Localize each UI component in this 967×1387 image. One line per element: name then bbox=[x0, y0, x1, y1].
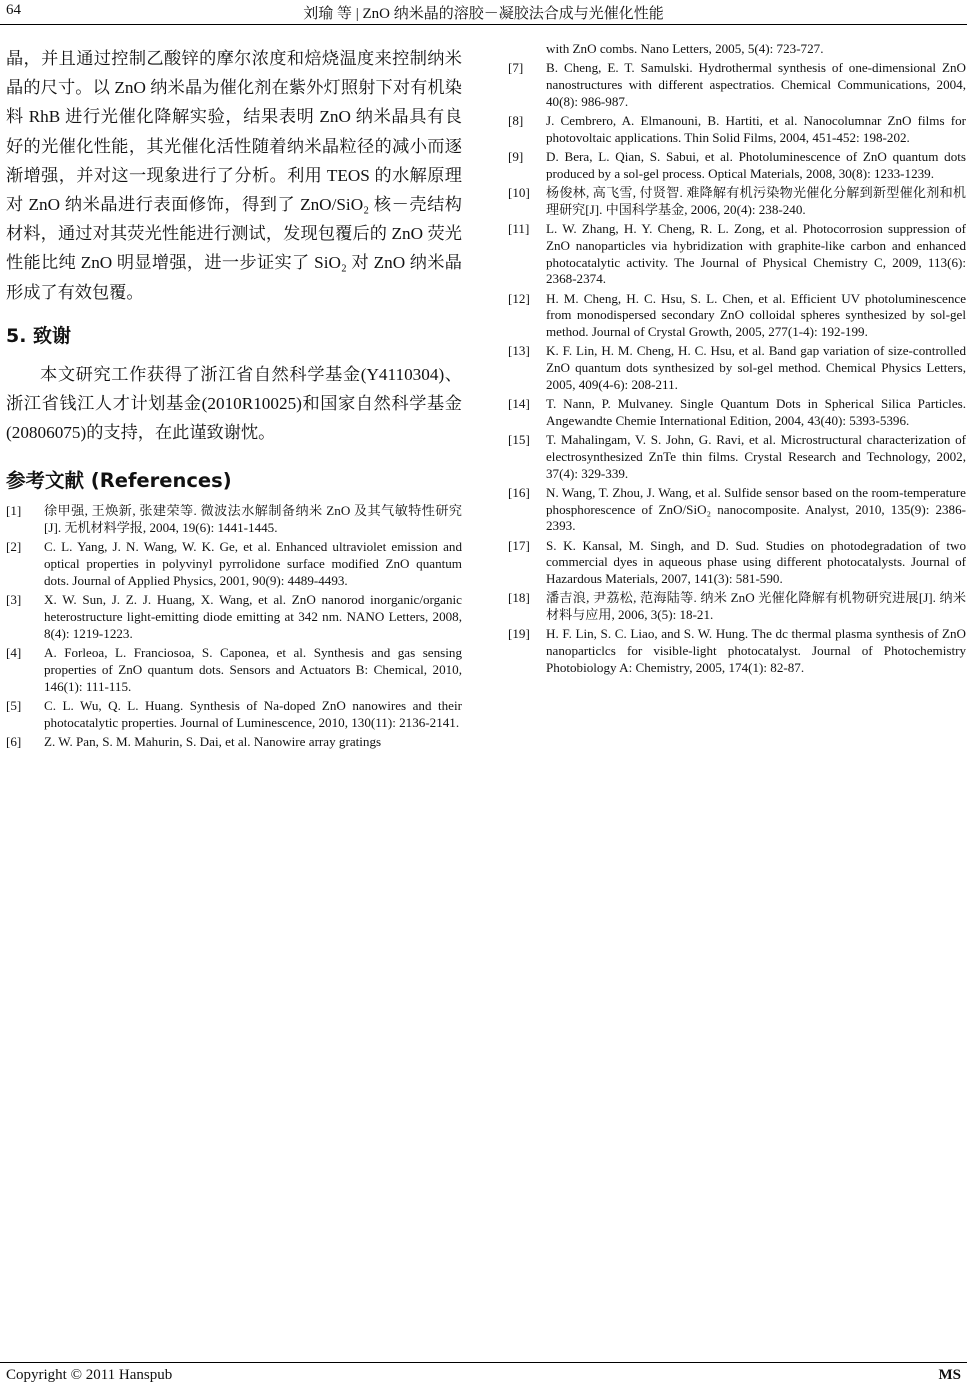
reference-number: [2] bbox=[6, 539, 22, 555]
reference-item bbox=[508, 590, 966, 624]
page-number: 64 bbox=[6, 2, 21, 18]
reference-text: B. Cheng, E. T. Samulski. Hydrothermal synthesis of one-dimensional ZnO nanostructures with different aspectratios. Chemical Communications, 2004, 40(8): 986-987. bbox=[546, 60, 966, 109]
reference-item-continued bbox=[508, 41, 966, 58]
reference-list-right bbox=[508, 41, 966, 677]
reference-text: C. L. Yang, J. N. Wang, W. K. Ge, et al. Enhanced ultraviolet emission and optical properties in polyvinyl pyrrolidone surface modified ZnO quantum dots. Journal of Applied Physics, 2001, 90(9): 4489-4493. bbox=[44, 539, 462, 589]
reference-number: [9] bbox=[508, 148, 524, 164]
reference-number: [14] bbox=[508, 396, 530, 412]
reference-text: N. Wang, T. Zhou, J. Wang, et al. Sulfide sensor based on the room-temperature phosphorescence of ZnO/SiO₂ nanocomposite. Analyst, 2010, 135(9): 2386-2393. bbox=[546, 484, 966, 534]
reference-item bbox=[6, 539, 462, 589]
reference-number: [1] bbox=[6, 503, 22, 519]
right-column bbox=[508, 41, 966, 679]
page-header bbox=[0, 0, 967, 25]
reference-text: H. M. Cheng, H. C. Hsu, S. L. Chen, et al. Efficient UV photoluminescence from monodispersed secondary ZnO colloidal spheres synthesized by sol-gel method. Journal of Crystal Growth, 2005, 277(1-4): 192-199. bbox=[546, 290, 966, 340]
running-title: 刘瑜 等 | ZnO 纳米晶的溶胶－凝胶法合成与光催化性能 bbox=[303, 6, 664, 22]
reference-text: A. Forleoa, L. Franciosoa, S. Caponea, et al. Synthesis and gas sensing properties of ZnO quantum dots. Sensors and Actuators B: Chemical, 2010, 146(1): 111-115. bbox=[44, 644, 462, 694]
reference-item bbox=[6, 645, 462, 695]
reference-item bbox=[508, 185, 966, 219]
reference-text: D. Bera, L. Qian, S. Sabui, et al. Photoluminescence of ZnO quantum dots produced by a sol-gel process. Optical Materials, 2008, 30(8): 1233-1239. bbox=[546, 148, 966, 181]
reference-text: T. Mahalingam, V. S. John, G. Ravi, et al. Microstructural characterization of electrosynthesized ZnTe thin films. Crystal Research and Technology, 2002, 37(4): 329-339. bbox=[546, 432, 966, 481]
reference-item bbox=[508, 291, 966, 341]
reference-list-left bbox=[6, 503, 462, 750]
journal-abbreviation: MS bbox=[938, 1367, 961, 1383]
reference-item bbox=[508, 60, 966, 110]
reference-number: [19] bbox=[508, 626, 530, 642]
reference-number: [7] bbox=[508, 60, 524, 76]
reference-text: T. Nann, P. Mulvaney. Single Quantum Dots in Spherical Silica Particles. Angewandte Chemie International Edition, 2004, 43(40): 5393-5396. bbox=[546, 396, 966, 428]
reference-number: [12] bbox=[508, 290, 530, 306]
references-heading: 参考文献 (References) bbox=[6, 469, 232, 493]
reference-text: J. Cembrero, A. Elmanouni, B. Hartiti, et al. Nanocolumnar ZnO films for photovoltaic applications. Thin Solid Films, 2004, 451-452: 198-202. bbox=[546, 112, 966, 145]
reference-text: 潘吉浪, 尹荔松, 范海陆等. 纳米 ZnO 光催化降解有机物研究进展[J]. 纳米材料与应用, 2006, 3(5): 18-21. bbox=[546, 590, 966, 623]
reference-item bbox=[6, 698, 462, 732]
reference-number: [13] bbox=[508, 343, 530, 359]
reference-item bbox=[508, 396, 966, 430]
reference-number: [4] bbox=[6, 644, 22, 660]
copyright-notice: Copyright © 2011 Hanspub bbox=[6, 1367, 173, 1383]
reference-text: Z. W. Pan, S. M. Mahurin, S. Dai, et al. Nanowire array gratings bbox=[44, 733, 382, 749]
reference-number: [5] bbox=[6, 697, 22, 713]
reference-number: [8] bbox=[508, 112, 524, 128]
acknowledgment-paragraph: 本文研究工作获得了浙江省自然科学基金(Y4110304)、浙江省钱江人才计划基金(2010R10025)和国家自然科学基金(20806075)的支持，在此谨致谢忱。 bbox=[6, 364, 462, 443]
reference-number: [17] bbox=[508, 537, 530, 553]
reference-text: with ZnO combs. Nano Letters, 2005, 5(4): 723-727. bbox=[546, 41, 824, 56]
reference-number: [10] bbox=[508, 184, 530, 200]
page-footer bbox=[0, 1362, 967, 1387]
reference-text: 杨俊林, 高飞雪, 付贤智. 难降解有机污染物光催化分解到新型催化剂和机理研究[J]. 中国科学基金, 2006, 20(4): 238-240. bbox=[546, 184, 966, 217]
conclusion-paragraph: 晶，并且通过控制乙酸锌的摩尔浓度和焙烧温度来控制纳米晶的尺寸。以 ZnO 纳米晶为催化剂在紫外灯照射下对有机染料 RhB 进行光催化降解实验，结果表明 ZnO 纳米晶具有良好的光催化性能，其光催化活性随着纳米晶粒径的减小而逐渐增强，并对这一现象进行了分析。利用 TEOS 的水解原理对 ZnO 纳米晶进行表面修饰，得到了 ZnO/SiO₂ 核－壳结构材料，通过对其荧光性能进行测试，发现包覆后的 ZnO 荧光性能比纯 ZnO 明显增强，进一步证实了 SiO₂ 对 ZnO 纳米晶形成了有效包覆。 bbox=[6, 49, 462, 302]
reference-text: S. K. Kansal, M. Singh, and D. Sud. Studies on photodegradation of two commercial dyes in aqueous phase using different photocatalysts. Journal of Hazardous Materials, 2007, 141(3): 581-590. bbox=[546, 537, 966, 587]
section-heading-acknowledgment: 5. 致谢 bbox=[6, 324, 72, 347]
reference-item bbox=[6, 503, 462, 537]
reference-text: X. W. Sun, J. Z. J. Huang, X. Wang, et al. ZnO nanorod inorganic/organic heterostructure light-emitting diode emitting at 342 nm. NANO Letters, 2008, 8(4): 1219-1223. bbox=[44, 592, 462, 641]
reference-number: [15] bbox=[508, 432, 530, 448]
reference-number: [6] bbox=[6, 733, 22, 749]
reference-item bbox=[508, 432, 966, 482]
reference-item bbox=[508, 343, 966, 393]
reference-number bbox=[508, 41, 546, 58]
reference-number: [18] bbox=[508, 590, 530, 606]
reference-item bbox=[508, 538, 966, 588]
reference-number: [16] bbox=[508, 484, 530, 500]
reference-text: L. W. Zhang, H. Y. Cheng, R. L. Zong, et al. Photocorrosion suppression of ZnO nanoparticles via hybridization with graphite-like carbon and enhanced photocatalytic activity. The Journal of Physical Chemistry C, 2009, 113(6): 2368-2374. bbox=[546, 220, 966, 287]
reference-number: [11] bbox=[508, 220, 530, 236]
left-column bbox=[6, 44, 462, 753]
reference-text: C. L. Wu, Q. L. Huang. Synthesis of Na-doped ZnO nanowires and their photocatalytic properties. Journal of Luminescence, 2010, 130(11): 2136-2141. bbox=[44, 697, 462, 730]
reference-text: K. F. Lin, H. M. Cheng, H. C. Hsu, et al. Band gap variation of size-controlled ZnO quantum dots synthesized by sol-gel method. Chemical Physics Letters, 2005, 409(4-6): 208-211. bbox=[546, 343, 966, 392]
reference-item bbox=[6, 734, 462, 751]
reference-number: [3] bbox=[6, 592, 22, 608]
reference-item bbox=[6, 592, 462, 642]
reference-item bbox=[508, 626, 966, 676]
reference-item bbox=[508, 149, 966, 183]
reference-item bbox=[508, 485, 966, 535]
reference-item bbox=[508, 221, 966, 288]
reference-item bbox=[508, 113, 966, 147]
reference-text: H. F. Lin, S. C. Liao, and S. W. Hung. The dc thermal plasma synthesis of ZnO nanoparticlcs for visible-light photocatalyst. Journal of Photochemistry Photobiology A: Chemistry, 2005, 174(1): 82-87. bbox=[546, 626, 966, 675]
reference-text: 徐甲强, 王焕新, 张建荣等. 微波法水解制备纳米 ZnO 及其气敏特性研究[J]. 无机材料学报, 2004, 19(6): 1441-1445. bbox=[44, 503, 462, 536]
